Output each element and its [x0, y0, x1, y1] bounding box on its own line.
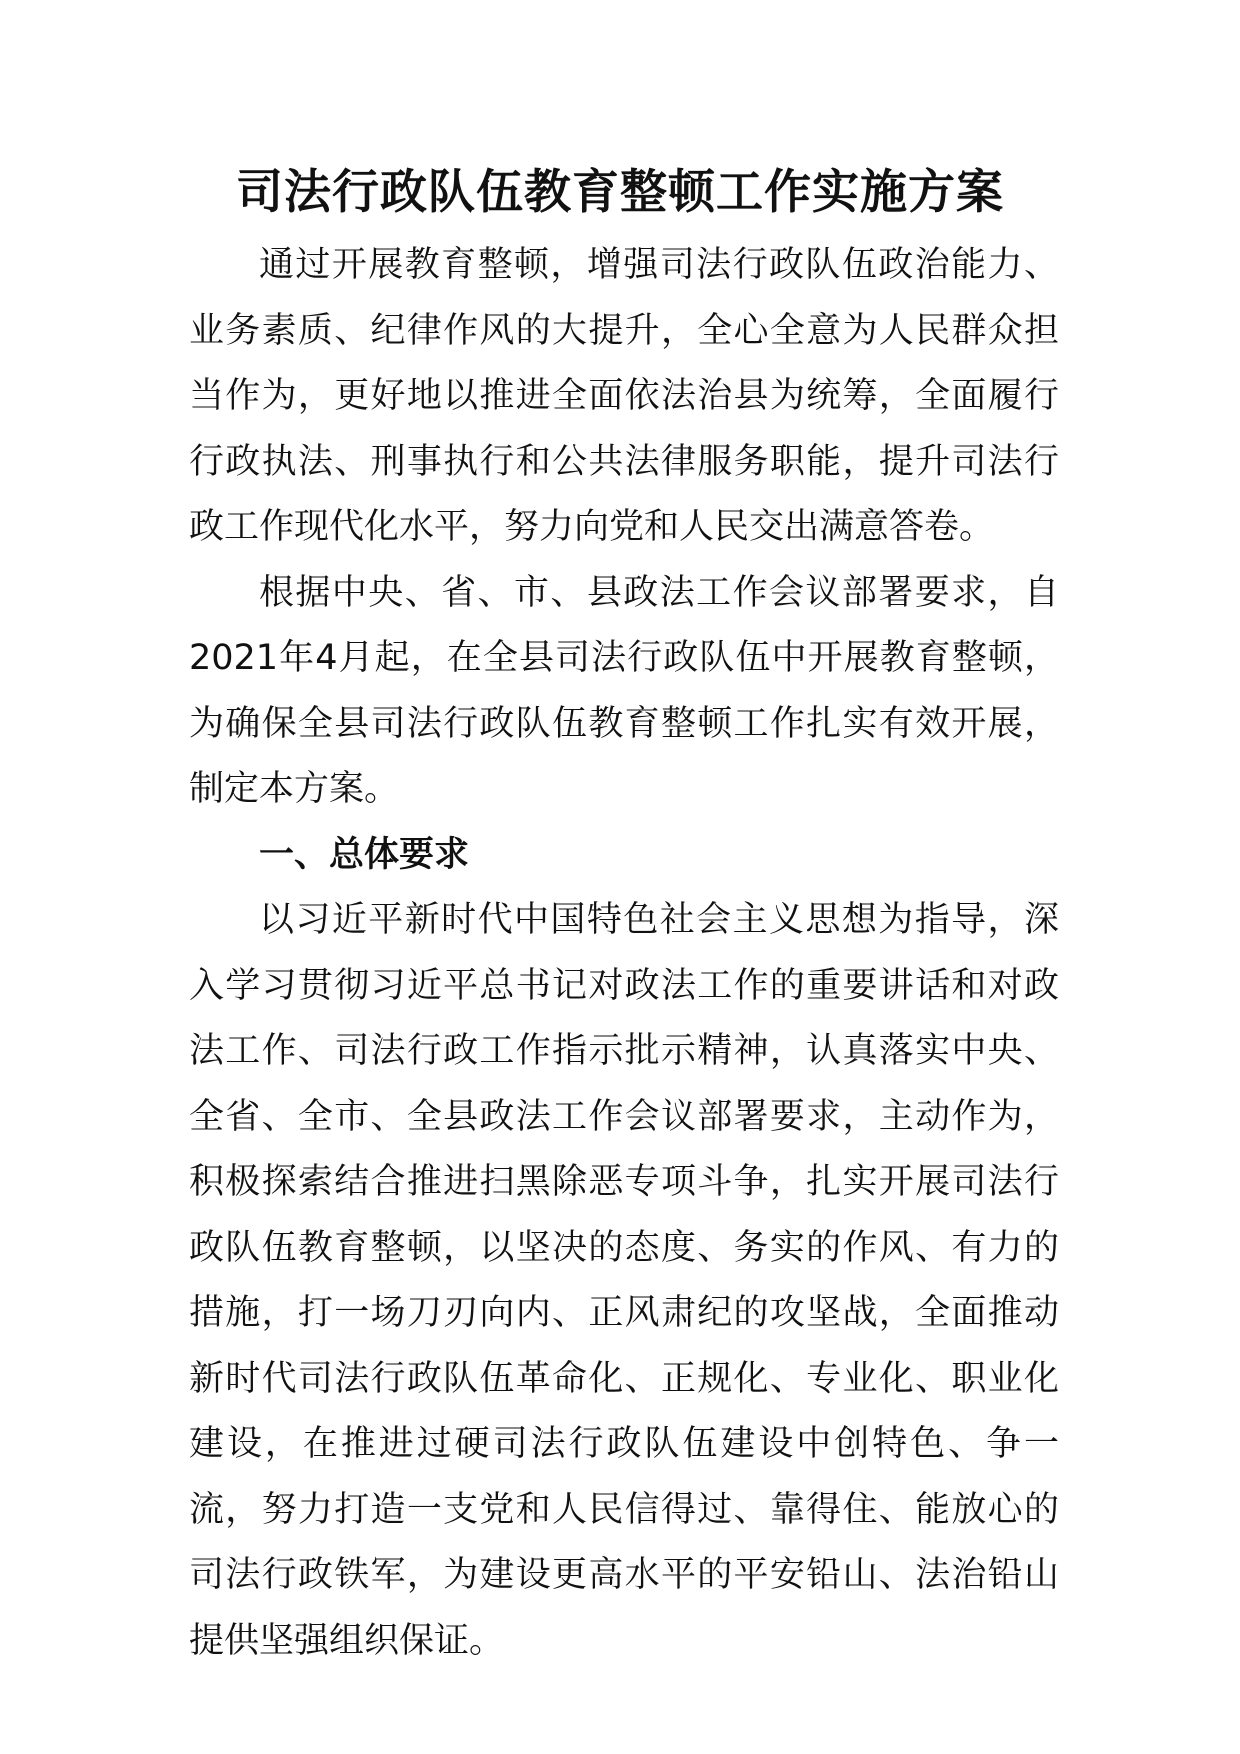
intro-paragraph: 通过开展教育整顿，增强司法行政队伍政治能力、业务素质、纪律作风的大提升，全心全意为人民群众担当作为，更好地以推进全面依法治县为统筹，全面履行行政执法、刑事执行和公共法律服务职能，提升司法行政工作现代化水平，努力向党和人民交出满意答卷。: [189, 245, 1059, 547]
document-body: [189, 233, 1059, 1674]
basis-paragraph: 根据中央、省、市、县政法工作会议部署要求，自2021年4月起，在全县司法行政队伍中开展教育整顿，为确保全县司法行政队伍教育整顿工作扎实有效开展，制定本方案。: [189, 572, 1059, 809]
document-title: 司法行政队伍教育整顿工作实施方案: [236, 165, 1004, 220]
section-heading: 一、总体要求: [259, 834, 470, 875]
section-paragraph: 以习近平新时代中国特色社会主义思想为指导，深入学习贯彻习近平总书记对政法工作的重要讲话和对政法工作、司法行政工作指示批示精神，认真落实中央、全省、全市、全县政法工作会议部署要求，主动作为，积极探索结合推进扫黑除恶专项斗争，扎实开展司法行政队伍教育整顿，以坚决的态度、务实的作风、有力的措施，打一场刀刃向内、正风肃纪的攻坚战，全面推动新时代司法行政队伍革命化、正规化、专业化、职业化建设，在推进过硬司法行政队伍建设中创特色、争一流，努力打造一支党和人民信得过、靠得住、能放心的司法行政铁军，为建设更高水平的平安铅山、法治铅山提供坚强组织保证。: [189, 900, 1059, 1661]
